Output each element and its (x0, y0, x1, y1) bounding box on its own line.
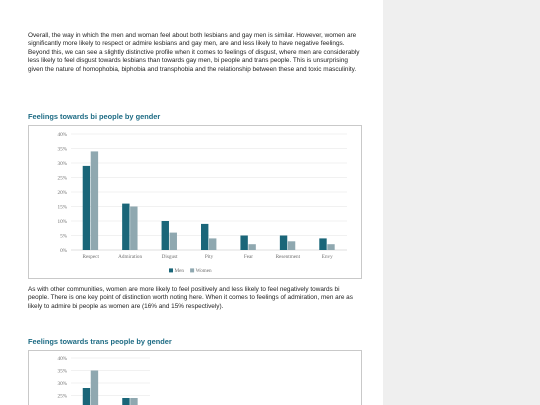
legend-label-women: Women (195, 268, 212, 274)
x-category-label: Resentment (275, 254, 301, 260)
bar-women-envy (327, 244, 334, 250)
bar-women-fear (248, 244, 255, 250)
bar-men-resentment (280, 236, 287, 251)
x-category-label: Respect (82, 254, 99, 260)
bar-women-disgust (170, 233, 177, 250)
y-tick-label: 30% (57, 380, 67, 387)
y-tick-label: 25% (57, 393, 67, 400)
bi-feelings-chart (28, 125, 362, 279)
y-tick-label: 20% (57, 189, 67, 196)
bar-women-pity (209, 238, 216, 250)
bar-women-respect (91, 151, 98, 250)
x-category-label: Admiration (118, 254, 143, 260)
legend-swatch-men (169, 268, 173, 272)
bar-men-disgust (162, 221, 169, 250)
legend-swatch-women (190, 268, 194, 272)
bar-men-respect (83, 388, 90, 405)
y-tick-label: 15% (57, 204, 67, 211)
bar-men-admiration (122, 204, 129, 250)
y-tick-label: 5% (60, 233, 67, 240)
y-tick-label: 35% (57, 368, 67, 375)
y-tick-label: 10% (57, 218, 67, 225)
y-tick-label: 0% (60, 247, 67, 254)
y-tick-label: 40% (57, 131, 67, 138)
trans-feelings-chart (28, 350, 362, 405)
y-tick-label: 40% (57, 355, 67, 362)
bar-women-resentment (288, 241, 295, 250)
bar-men-fear (240, 236, 247, 251)
x-category-label: Pity (204, 254, 214, 260)
bar-men-admiration (122, 398, 129, 405)
x-category-label: Disgust (161, 254, 178, 260)
x-category-label: Fear (243, 254, 254, 260)
bar-men-envy (319, 238, 326, 250)
bar-men-respect (83, 166, 90, 250)
x-category-label: Envy (321, 254, 333, 260)
intro-paragraph: Overall, the way in which the men and woman feel about both lesbians and gay men is similar. However, women are significantly more likely to respect or admire lesbians and gay men, are and less likely to have negative feelings. Beyond this, we can see a slightly distinctive profile when it comes to feelings of disgust, where men are considerably less likely to feel disgust towards lesbians than towards gay men, bi people and trans people. This is unsurprising given the nature of homophobia, biphobia and transphobia and the relationship between these and toxic masculinity. (28, 32, 360, 73)
y-tick-label: 30% (57, 160, 67, 167)
bar-women-admiration (130, 207, 137, 251)
bar-women-admiration (130, 398, 137, 405)
bar-women-respect (91, 371, 98, 405)
y-tick-label: 25% (57, 175, 67, 182)
middle-paragraph: As with other communities, women are more likely to feel positively and less likely to feel negatively towards bi people. There is one key point of distinction worth noting here. When it comes to feelings of admiration, men are as likely to admire bi people as women are (16% and 15% respectively). (28, 286, 353, 310)
y-tick-label: 35% (57, 146, 67, 153)
bi-chart-heading: Feelings towards bi people by gender (28, 112, 161, 121)
trans-feelings-chart-svg (29, 351, 363, 405)
trans-chart-heading: Feelings towards trans people by gender (28, 337, 172, 346)
legend-label-men: Men (174, 268, 185, 274)
bi-feelings-chart-svg (29, 126, 363, 280)
bar-men-pity (201, 224, 208, 250)
